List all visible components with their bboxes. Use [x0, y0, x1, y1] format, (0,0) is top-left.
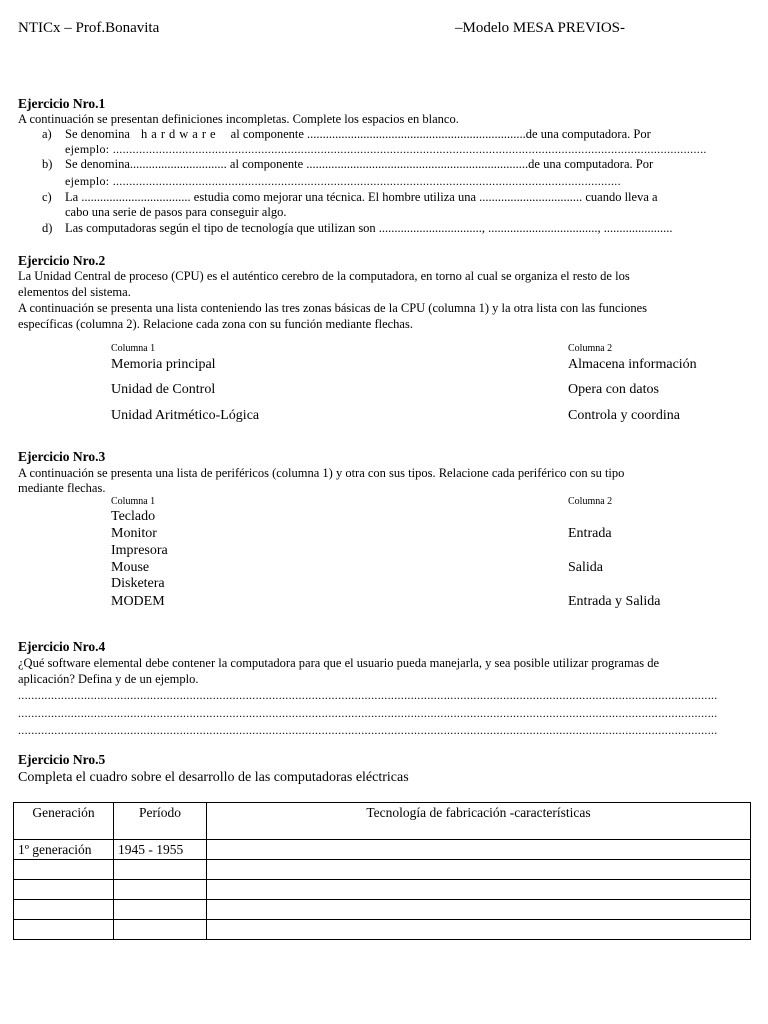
ex4-title: Ejercicio Nro.4 [18, 639, 106, 654]
ex1-a-pre: Se denomina [65, 127, 130, 141]
table-row [14, 860, 751, 880]
ex3-col1-item: Disketera [111, 576, 165, 591]
ex2-p1-line2: elementos del sistema. [18, 285, 131, 299]
ex2-p1-line1: La Unidad Central de proceso (CPU) es el auténtico cerebro de la computadora, en torno al cual se organiza el resto de los [18, 269, 630, 283]
table-cell[interactable] [207, 880, 751, 900]
ex3-p-line1: A continuación se presenta una lista de periféricos (columna 1) y otra con sus tipos. Relacione cada periférico con su tipo [18, 466, 625, 480]
ex4-question-line1: ¿Qué software elemental debe contener la computadora para que el usuario pueda manejarla, y sea posible utilizar programas de [18, 656, 660, 670]
ex1-c-label: c) [42, 190, 52, 204]
ex2-p2-line2: específicas (columna 2). Relacione cada zona con su función mediante flechas. [18, 317, 413, 331]
table-cell[interactable] [14, 860, 114, 880]
ex2-col2-item: Controla y coordina [568, 408, 680, 423]
table-header-cell: Generación [14, 803, 114, 840]
ex2-col1-item: Unidad de Control [111, 382, 216, 397]
ex1-b-label: b) [42, 157, 53, 171]
ex1-intro: A continuación se presentan definiciones incompletas. Complete los espacios en blanco. [18, 112, 459, 126]
ex4-answer-line[interactable]: .................................................................................................................................................................................................................... [18, 688, 718, 702]
table-row [14, 900, 751, 920]
ex3-col2-item: Salida [568, 560, 603, 575]
table-row [14, 880, 751, 900]
ex1-a-text [65, 127, 651, 141]
ex1-a-word: hardware [141, 127, 220, 141]
ex3-col2-item: Entrada [568, 526, 612, 541]
ex3-col1-item: Teclado [111, 509, 156, 524]
ex3-col1-item: Impresora [111, 543, 168, 558]
table-row [14, 840, 751, 860]
ex2-col2-item: Opera con datos [568, 382, 659, 397]
table-cell[interactable]: 1945 - 1955 [114, 840, 207, 860]
table-cell[interactable]: 1º generación [14, 840, 114, 860]
ex2-col1-item: Memoria principal [111, 357, 216, 372]
header-right: –Modelo MESA PREVIOS- [455, 20, 626, 36]
table-cell[interactable] [207, 860, 751, 880]
table-cell[interactable] [114, 920, 207, 940]
generations-table [13, 802, 751, 940]
ex1-a-line2: ejemplo: .................................................................................................................................................................................... [65, 142, 707, 156]
ex4-answer-line[interactable]: .................................................................................................................................................................................................................... [18, 723, 718, 737]
header-left: NTICx – Prof.Bonavita [18, 20, 160, 36]
ex3-col1-item: Mouse [111, 560, 150, 575]
ex1-c-line2: cabo una serie de pasos para conseguir algo. [65, 205, 287, 219]
table-cell[interactable] [114, 860, 207, 880]
ex4-answer-line[interactable]: .................................................................................................................................................................................................................... [18, 706, 718, 720]
ex1-a-mid: al componente ......................................................................de una computadora. Por [230, 127, 651, 141]
table-cell[interactable] [14, 880, 114, 900]
ex2-col2-item: Almacena información [568, 357, 697, 372]
table-cell[interactable] [114, 900, 207, 920]
table-cell[interactable] [207, 900, 751, 920]
ex3-p-line2: mediante flechas. [18, 481, 106, 495]
ex1-b-line2: ejemplo: .......................................................................................................................................................... [65, 174, 621, 188]
ex3-title: Ejercicio Nro.3 [18, 449, 106, 464]
ex2-col1-header: Columna 1 [111, 343, 156, 354]
ex1-title: Ejercicio Nro.1 [18, 96, 106, 111]
ex3-col1-header: Columna 1 [111, 496, 156, 507]
table-header-cell: Tecnología de fabricación -características [207, 803, 751, 840]
ex1-a-label: a) [42, 127, 52, 141]
table-cell[interactable] [207, 920, 751, 940]
table-cell[interactable] [14, 900, 114, 920]
ex2-title: Ejercicio Nro.2 [18, 253, 106, 268]
ex3-col2-item: Entrada y Salida [568, 594, 661, 609]
table-cell[interactable] [14, 920, 114, 940]
ex2-col2-header: Columna 2 [568, 343, 613, 354]
ex1-d-label: d) [42, 221, 53, 235]
ex1-b-line1: Se denomina............................... al componente .......................................................................de una computadora. Por [65, 157, 654, 171]
ex1-d-line1: Las computadoras según el tipo de tecnología que utilizan son ................................., ..................................., ...................... [65, 221, 673, 235]
table-header-row [14, 803, 751, 840]
ex2-p2-line1: A continuación se presenta una lista conteniendo las tres zonas básicas de la CPU (columna 1) y la otra lista con las funciones [18, 301, 647, 315]
table-cell[interactable] [207, 840, 751, 860]
table-row [14, 920, 751, 940]
ex5-title: Ejercicio Nro.5 [18, 752, 106, 767]
ex3-col2-header: Columna 2 [568, 496, 613, 507]
ex5-subtitle: Completa el cuadro sobre el desarrollo de las computadoras eléctricas [18, 770, 409, 785]
ex1-c-line1: La ................................... estudia como mejorar una técnica. El hombre utiliza una ................................. cuando lleva a [65, 190, 658, 204]
ex2-col1-item: Unidad Aritmético-Lógica [111, 408, 260, 423]
ex3-col1-item: Monitor [111, 526, 157, 541]
ex3-col1-item: MODEM [111, 594, 165, 609]
table-header-cell: Período [114, 803, 207, 840]
table-cell[interactable] [114, 880, 207, 900]
ex4-question-line2: aplicación? Defina y de un ejemplo. [18, 672, 199, 686]
